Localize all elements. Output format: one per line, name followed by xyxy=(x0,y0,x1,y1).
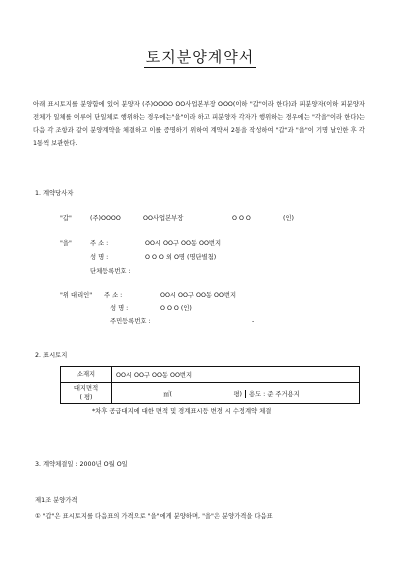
section-3-contract-date: 3. 계약체결일 : 2000년 O월 O일 xyxy=(35,461,128,468)
area-label: 대지면적 ( 평) xyxy=(61,383,112,404)
party-gap-company: (주)OOOO xyxy=(90,215,121,222)
land-table-row-area xyxy=(61,383,360,404)
area-value-cell xyxy=(112,383,360,404)
party-eul-address-label: 주 소 : xyxy=(90,240,109,247)
section-2-heading: 2. 표시토지 xyxy=(35,352,68,359)
party-gap-label: "갑" xyxy=(60,215,72,222)
party-proxy-address: OO시 OO구 OO동 OO번지 xyxy=(160,292,237,299)
party-gap-dept: OO사업본부장 xyxy=(143,215,184,222)
party-proxy-address-label: 주 소 : xyxy=(104,292,123,299)
use-value: 준 주거용지 xyxy=(267,390,300,398)
party-eul-reg-label: 단체등록번호 : xyxy=(90,268,131,275)
document-title: 토지분양계약서 xyxy=(145,48,255,66)
cell-divider xyxy=(245,390,246,398)
land-table xyxy=(60,366,360,404)
party-eul-address: OO시 OO구 OO동 OO번지 xyxy=(145,240,222,247)
party-eul-name: O O O 외 O명 (명단별첨) xyxy=(145,254,217,261)
party-gap-seal: (인) xyxy=(283,215,294,222)
party-proxy-label: "위 대리인" xyxy=(60,292,93,299)
party-eul-label: "을" xyxy=(60,240,72,247)
article-1-heading: 제1조 분양가격 xyxy=(35,497,78,504)
use-label: 용도 : xyxy=(249,390,266,398)
area-pyeong-unit: 평) xyxy=(233,390,242,398)
land-note: *차후 공급대지에 대한 면적 및 경계표시등 변경 시 수정계약 체결 xyxy=(92,408,272,415)
area-m2-unit: ㎡( xyxy=(163,390,172,398)
section-1-heading: 1. 계약당사자 xyxy=(35,190,74,197)
party-proxy-name-label: 성 명 : xyxy=(110,305,129,312)
party-proxy-reg-value: - xyxy=(252,318,255,325)
land-table-row-location xyxy=(61,367,360,383)
party-proxy-name: O O O (인) xyxy=(160,305,192,312)
article-1-clause-1: ① "갑"은 표시토지를 다음표의 가격으로 "을"에게 분양하며, "을"은 분양가격을 다음표 xyxy=(35,513,273,520)
location-value: OO시 OO구 OO동 OO번지 xyxy=(112,367,360,383)
location-label: 소재지 xyxy=(61,367,112,383)
party-proxy-reg-label: 주민등록번호 : xyxy=(110,318,151,325)
party-gap-name: O O O xyxy=(232,215,251,222)
intro-paragraph: 아래 표시토지를 분양함에 있어 분양자 (주)OOOO OO사업본부장 OOO(이하 "갑"이라 한다)과 피분양자(이하 피분양자 전체가 일체를 이루어 단일체로 행위하는 경우에는"을"이라 하고 피분양자 각자가 행위하는 경우에는 "각을"이라 한다)는 다음 각 조항과 같이 분양계약을 체결하고 이를 증명하기 위하여 계약서 2통을 작성하여 "갑"과 "을"이 기명 날인한 후 각 1통씩 보관한다. xyxy=(33,101,365,147)
party-eul-name-label: 성 명 : xyxy=(90,254,109,261)
